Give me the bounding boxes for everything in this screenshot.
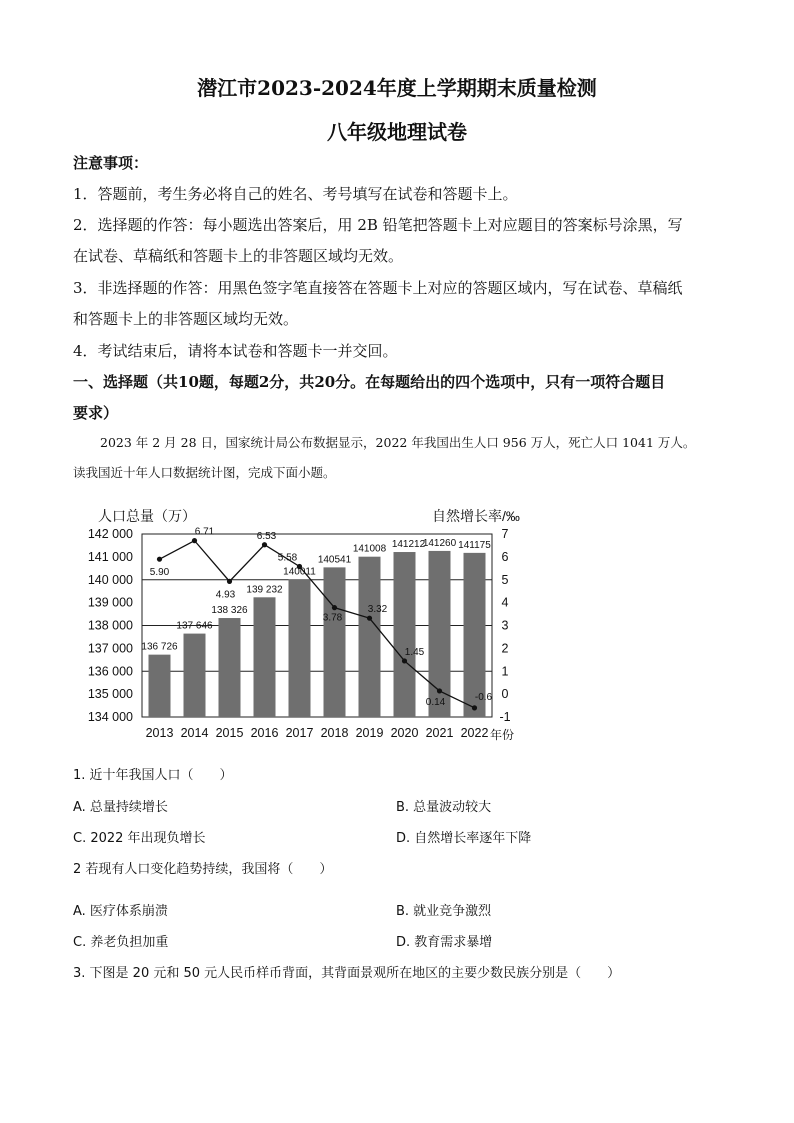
right-tick-label: 7 (501, 527, 509, 541)
growth-rate-label: 5.58 (277, 552, 298, 564)
population-bar (149, 655, 171, 717)
right-tick-label: 0 (501, 687, 509, 702)
section-heading-line-1: 一、选择题（共10题，每题2分，共20分。在每题给出的四个选项中，只有一项符合题目 (73, 373, 666, 391)
right-tick-label: 4 (501, 595, 509, 610)
x-tick-label: 2022 (460, 726, 489, 740)
growth-rate-label: -0.6 (474, 691, 493, 703)
growth-rate-point (192, 538, 197, 543)
left-tick-label: 139 000 (87, 595, 133, 610)
left-tick-label: 141 000 (87, 549, 133, 564)
right-tick-label: 5 (501, 572, 509, 587)
question-2-stem: 2 若现有人口变化趋势持续，我国将（ ） (73, 862, 333, 877)
intro-line-1: 2023 年 2 月 28 日，国家统计局公布数据显示，2022 年我国出生人口 956 万人，死亡人口 1041 万人。 (100, 435, 696, 450)
note-item-3-line-2: 和答题卡上的非答题区域均无效。 (73, 310, 299, 328)
left-tick-label: 138 000 (87, 618, 133, 633)
population-bar (219, 618, 241, 717)
exam-title: 潜江市2023-2024年度上学期期末质量检测 (197, 76, 597, 100)
note-item-1: 1．答题前，考生务必将自己的姓名、考号填写在试卷和答题卡上。 (73, 185, 518, 203)
x-tick-label: 2016 (250, 726, 279, 740)
note-item-2-line-1: 2．选择题的作答：每小题选出答案后，用 2B 铅笔把答题卡上对应题目的答案标号涂黑，写 (73, 216, 683, 234)
population-bar (394, 552, 416, 717)
growth-rate-label: 5.90 (149, 567, 170, 579)
question-1-option-a[interactable]: A. 总量持续增长 (73, 800, 168, 815)
section-heading-line-2: 要求） (73, 404, 119, 422)
right-tick-label: 2 (501, 641, 509, 656)
population-bar-label: 140541 (317, 554, 352, 566)
question-1-option-c[interactable]: C. 2022 年出现负增长 (73, 831, 206, 846)
population-bar (254, 597, 276, 717)
right-tick-label: 3 (501, 618, 509, 633)
question-1-option-d[interactable]: D. 自然增长率逐年下降 (396, 831, 532, 846)
x-axis-unit-label: 年份 (490, 728, 515, 742)
question-1-option-b[interactable]: B. 总量波动较大 (396, 800, 492, 815)
left-tick-label: 136 000 (87, 664, 133, 679)
growth-rate-point (157, 557, 162, 562)
growth-rate-label: 3.78 (322, 612, 343, 624)
growth-rate-label: 3.32 (367, 604, 388, 616)
growth-rate-label: 6.71 (194, 526, 215, 538)
growth-rate-label: 1.45 (404, 646, 425, 658)
population-bar-label: 139 232 (246, 584, 283, 596)
left-tick-label: 137 000 (87, 641, 133, 656)
note-item-2-line-2: 在试卷、草稿纸和答题卡上的非答题区域均无效。 (73, 247, 404, 265)
left-tick-label: 142 000 (87, 527, 133, 541)
x-tick-label: 2018 (320, 726, 349, 740)
x-tick-label: 2017 (285, 726, 314, 740)
growth-rate-label: 0.14 (425, 696, 446, 708)
left-axis-label: 人口总量（万） (98, 508, 196, 524)
notes-heading: 注意事项： (73, 154, 149, 172)
question-2-option-b[interactable]: B. 就业竞争激烈 (396, 904, 492, 919)
right-axis-label: 自然增长率/‰ (432, 508, 520, 524)
population-bar (324, 567, 346, 717)
growth-rate-label: 6.53 (256, 530, 277, 542)
question-1-stem: 1. 近十年我国人口（ ） (73, 768, 233, 783)
population-bar-label: 140011 (283, 566, 316, 578)
x-tick-label: 2021 (425, 726, 454, 740)
population-bar (289, 579, 311, 717)
population-bar-label: 136 726 (141, 641, 178, 653)
growth-rate-point (262, 542, 267, 547)
population-bar-label: 141260 (422, 537, 457, 549)
x-tick-label: 2020 (390, 726, 419, 740)
growth-rate-point (472, 705, 477, 710)
question-3-stem: 3. 下图是 20 元和 50 元人民币样币背面，其背面景观所在地区的主要少数民族分别是（ ） (73, 966, 621, 981)
intro-line-2: 读我国近十年人口数据统计图，完成下面小题。 (73, 465, 336, 480)
growth-rate-point (332, 605, 337, 610)
population-bar-label: 137 646 (176, 620, 213, 632)
question-2-option-c[interactable]: C. 养老负担加重 (73, 935, 169, 950)
right-tick-label: 6 (501, 549, 509, 564)
right-tick-label: 1 (501, 664, 509, 679)
exam-subtitle: 八年级地理试卷 (327, 120, 467, 144)
population-bar-label: 141008 (352, 543, 387, 555)
question-2-option-d[interactable]: D. 教育需求暴增 (396, 935, 493, 950)
growth-rate-label: 4.93 (215, 589, 236, 601)
x-tick-label: 2013 (145, 726, 174, 740)
x-tick-label: 2015 (215, 726, 244, 740)
population-bar-label: 141212 (391, 539, 426, 551)
growth-rate-point (367, 616, 372, 621)
note-item-3-line-1: 3．非选择题的作答：用黑色签字笔直接答在答题卡上对应的答题区域内，写在试卷、草稿纸 (73, 279, 683, 297)
population-bar (184, 634, 206, 717)
note-item-4: 4．考试结束后，请将本试卷和答题卡一并交回。 (73, 342, 398, 360)
population-bar (359, 557, 381, 717)
left-tick-label: 140 000 (87, 572, 133, 587)
population-bar-label: 141175 (458, 539, 491, 551)
growth-rate-point (402, 658, 407, 663)
x-tick-label: 2019 (355, 726, 384, 740)
left-tick-label: 134 000 (87, 710, 133, 724)
growth-rate-point (227, 579, 232, 584)
growth-rate-point (437, 688, 442, 693)
left-tick-label: 135 000 (87, 687, 133, 702)
right-tick-label: -1 (499, 710, 511, 724)
x-tick-label: 2014 (180, 726, 209, 740)
population-bar-label: 138 326 (211, 605, 248, 617)
question-2-option-a[interactable]: A. 医疗体系崩溃 (73, 904, 168, 919)
